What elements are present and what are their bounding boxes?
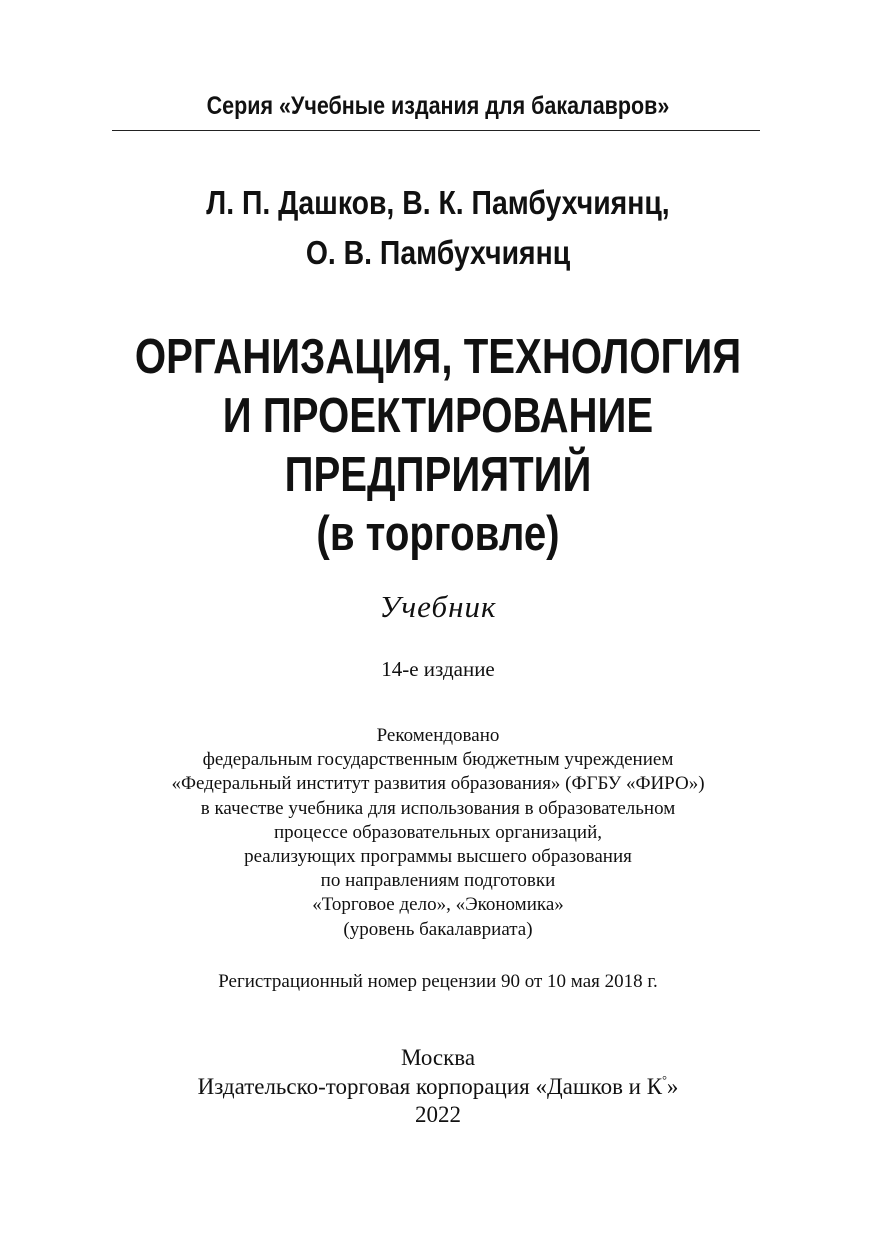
authors-line-1: Л. П. Дашков, В. К. Памбухчиянц, [206,184,670,221]
publisher-degree-mark: ° [662,1073,667,1087]
book-title-line: (в торговле) [316,507,560,561]
book-title-line: ОРГАНИЗАЦИЯ, ТЕХНОЛОГИЯ [134,330,742,384]
registration-number: Регистрационный номер рецензии 90 от 10 мая 2018 г. [218,971,658,992]
recommendation [0,724,876,942]
recommendation-line: Рекомендовано [376,725,500,746]
recommendation-line: по направлениям подготовки [320,870,556,892]
publisher-name: Издательско-торговая корпорация «Дашков и К [197,1074,663,1099]
recommendation-line: процессе образовательных организаций, [273,821,602,843]
recommendation-line: «Федеральный институт развития образования» (ФГБУ «ФИРО») [171,773,705,795]
recommendation-line: в качестве учебника для использования в образовательном [200,797,676,819]
publisher-closing-quote: » [666,1074,679,1099]
book-title-line: И ПРОЕКТИРОВАНИЕ [222,389,654,443]
recommendation-line: реализующих программы высшего образования [244,846,632,868]
recommendation-line: федеральным государственным бюджетным учреждением [202,749,674,771]
recommendation-line: (уровень бакалавриата) [343,918,533,940]
header-divider [112,130,760,131]
book-title-line: ПРЕДПРИЯТИЙ [284,448,592,502]
edition: 14-е издание [381,657,495,681]
authors-line-2: О. В. Памбухчиянц [305,234,571,271]
imprint-publisher [0,1073,876,1100]
imprint-year: 2022 [415,1102,461,1127]
book-kind: Учебник [379,589,497,624]
imprint-city: Москва [400,1045,476,1070]
series-title: Серия «Учебные издания для бакалавров» [206,92,670,120]
book-title [79,328,797,564]
recommendation-line: «Торговое дело», «Экономика» [312,894,564,916]
